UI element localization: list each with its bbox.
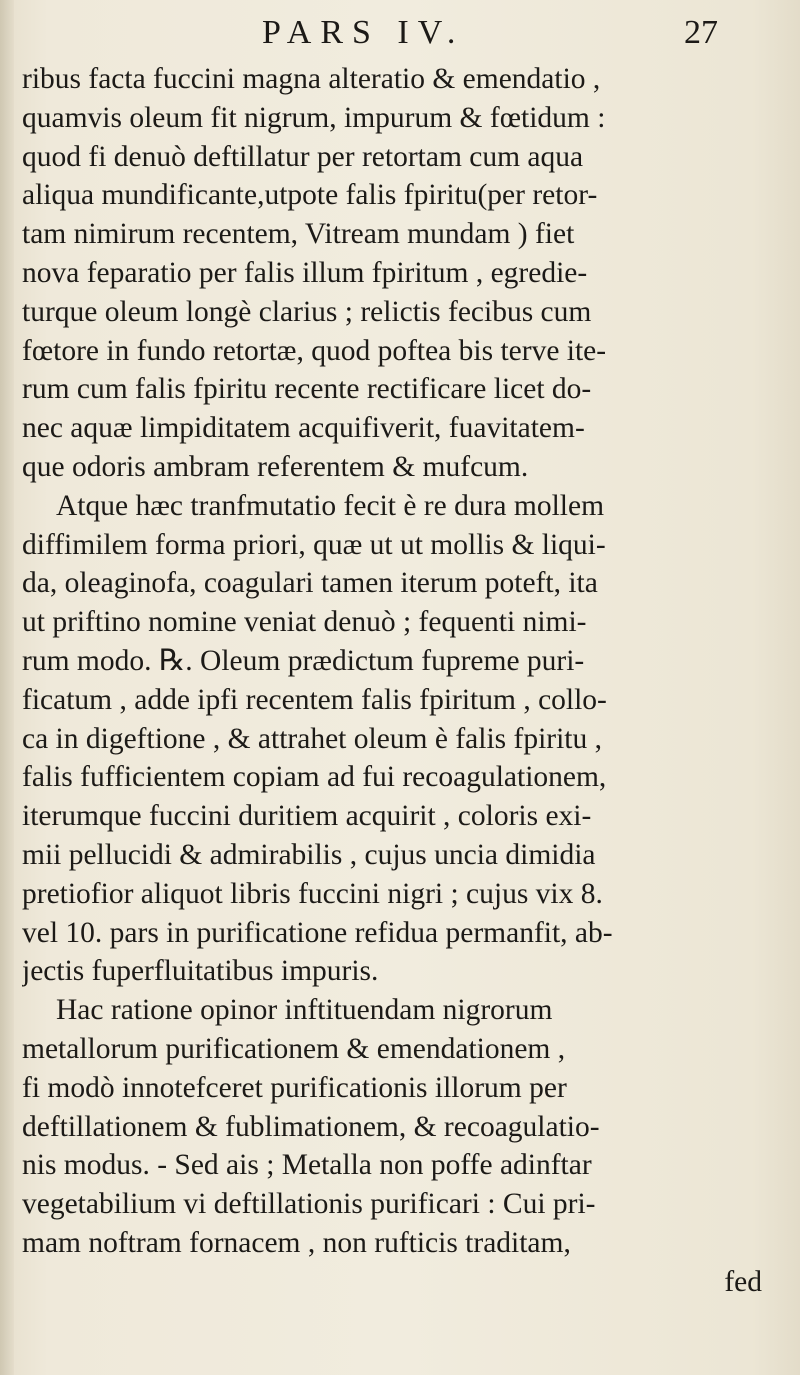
text-line: vegetabilium vi deftillationis purificari : Cui pri-	[22, 1188, 596, 1221]
text-line: tam nimirum recentem, Vitream mundam ) fiet	[22, 218, 575, 251]
text-line: ribus facta fuccini magna alteratio & emendatio ,	[22, 63, 601, 95]
text-line: nec aquæ limpiditatem acquifiverit, fuavitatem-	[22, 412, 585, 445]
text-line: mam noftram fornacem , non rufticis traditam,	[22, 1226, 571, 1259]
text-line: falis fufficientem copiam ad fui recoagulationem,	[22, 761, 607, 794]
text-line: iterumque fuccini duritiem acquirit , coloris exi-	[22, 800, 592, 833]
text-line: fi modò innotefceret purificationis illorum per	[22, 1071, 567, 1104]
text-line: metallorum purificationem & emendationem ,	[22, 1032, 566, 1065]
text-line: rum modo. ℞. Oleum prædictum fupreme puri-	[22, 644, 585, 677]
text-line: da, oleaginofa, coagulari tamen iterum poteft, ita	[22, 567, 598, 600]
text-line: turque oleum longè clarius ; relictis fecibus cum	[22, 295, 592, 328]
text-line: rum cum falis fpiritu recente rectificare licet do-	[22, 373, 592, 406]
text-line: quod fi denuò deftillatur per retortam cum aqua	[22, 140, 584, 173]
text-line: deftillationem & fublimationem, & recoagulatio-	[22, 1110, 600, 1143]
text-line: ca in digeftione , & attrahet oleum è falis fpiritu ,	[22, 722, 602, 755]
text-line: fœtore in fundo retortæ, quod poftea bis terve ite-	[22, 334, 607, 367]
body-text	[22, 60, 792, 1302]
text-line: vel 10. pars in purificatione refidua permanfit, ab-	[22, 916, 613, 949]
paragraph-start-line: Atque hæc tranfmutatio fecit è re dura mollem	[56, 489, 605, 522]
text-line: ut priftino nomine veniat denuò ; fequenti nimi-	[22, 606, 587, 639]
paragraph-start-line: Hac ratione opinor inftituendam nigrorum	[56, 994, 553, 1027]
text-line: quamvis oleum fit nigrum, impurum & fœtidum :	[22, 101, 606, 134]
text-line: ficatum , adde ipfi recentem falis fpiritum , collo-	[22, 683, 607, 716]
text-line: diffimilem forma priori, quæ ut ut mollis & liqui-	[22, 528, 606, 561]
text-line: aliqua mundificante,utpote falis fpiritu(per retor-	[22, 179, 598, 212]
page-header	[0, 14, 800, 64]
running-head: PARS IV.	[262, 14, 465, 51]
text-line: pretiofior aliquot libris fuccini nigri ; cujus vix 8.	[22, 877, 603, 910]
text-line: nova feparatio per falis illum fpiritum , egredie-	[22, 256, 588, 289]
text-line: jectis fuperfluitatibus impuris.	[22, 955, 379, 988]
catchword: fed	[724, 1265, 762, 1298]
page-number: 27	[684, 14, 718, 51]
text-line: nis modus. - Sed ais ; Metalla non poffe adinftar	[22, 1149, 592, 1182]
page-gutter	[0, 0, 14, 1375]
text-line: que odoris ambram referentem & mufcum.	[22, 450, 529, 483]
text-line: mii pellucidi & admirabilis , cujus uncia dimidia	[22, 838, 596, 871]
